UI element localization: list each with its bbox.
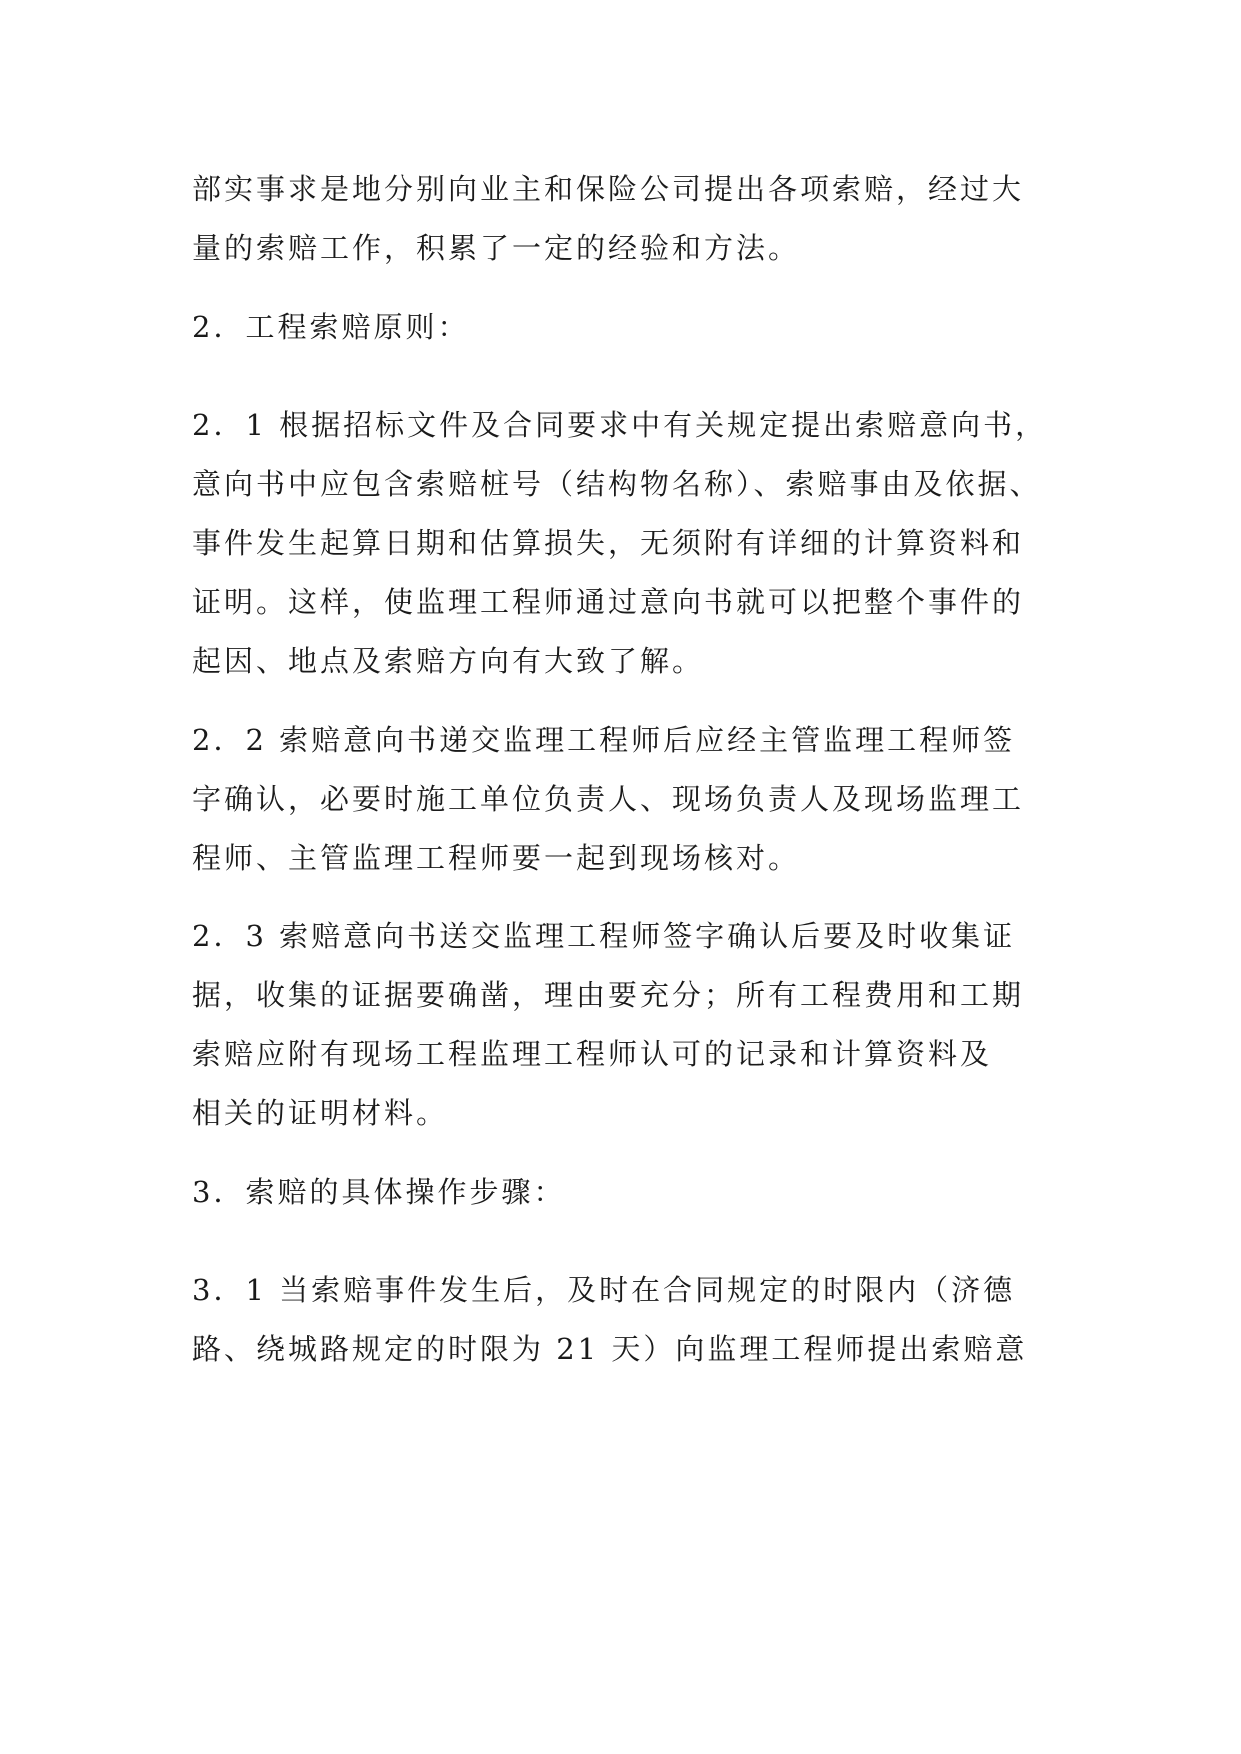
text-line: 部实事求是地分别向业主和保险公司提出各项索赔，经过大	[192, 172, 1025, 206]
heading-claim-principles	[192, 298, 1052, 357]
paragraph-2-1	[192, 396, 1052, 691]
text-line: 2．1 根据招标文件及合同要求中有关规定提出索赔意向书，	[192, 408, 1048, 442]
text-line: 3．1 当索赔事件发生后，及时在合同规定的时限内（济德	[192, 1273, 1016, 1307]
text-line: 量的索赔工作，积累了一定的经验和方法。	[192, 231, 801, 265]
heading-claim-steps	[192, 1163, 1052, 1222]
text-line: 证明。这样，使监理工程师通过意向书就可以把整个事件的	[192, 585, 1025, 619]
text-line: 字确认，必要时施工单位负责人、现场负责人及现场监理工	[192, 782, 1025, 816]
paragraph-2-3	[192, 907, 1052, 1143]
text-line: 据，收集的证据要确凿，理由要充分；所有工程费用和工期	[192, 978, 1025, 1012]
text-line: 索赔应附有现场工程监理工程师认可的记录和计算资料及	[192, 1037, 993, 1071]
text-line: 意向书中应包含索赔桩号（结构物名称）、索赔事由及依据、	[192, 467, 1042, 501]
text-line: 起因、地点及索赔方向有大致了解。	[192, 644, 705, 678]
paragraph-claims-experience	[192, 160, 1052, 278]
text-line: 2．3 索赔意向书送交监理工程师签字确认后要及时收集证	[192, 919, 1016, 953]
text-line: 相关的证明材料。	[192, 1096, 449, 1130]
text-line: 事件发生起算日期和估算损失，无须附有详细的计算资料和	[192, 526, 1025, 560]
section-heading: 3．索赔的具体操作步骤：	[192, 1175, 566, 1209]
section-heading: 2．工程索赔原则：	[192, 310, 470, 344]
text-line: 程师、主管监理工程师要一起到现场核对。	[192, 841, 801, 875]
paragraph-2-2	[192, 711, 1052, 888]
paragraph-3-1	[192, 1261, 1052, 1379]
text-line: 路、绕城路规定的时限为 21 天）向监理工程师提出索赔意	[192, 1332, 1028, 1366]
text-line: 2．2 索赔意向书递交监理工程师后应经主管监理工程师签	[192, 723, 1016, 757]
